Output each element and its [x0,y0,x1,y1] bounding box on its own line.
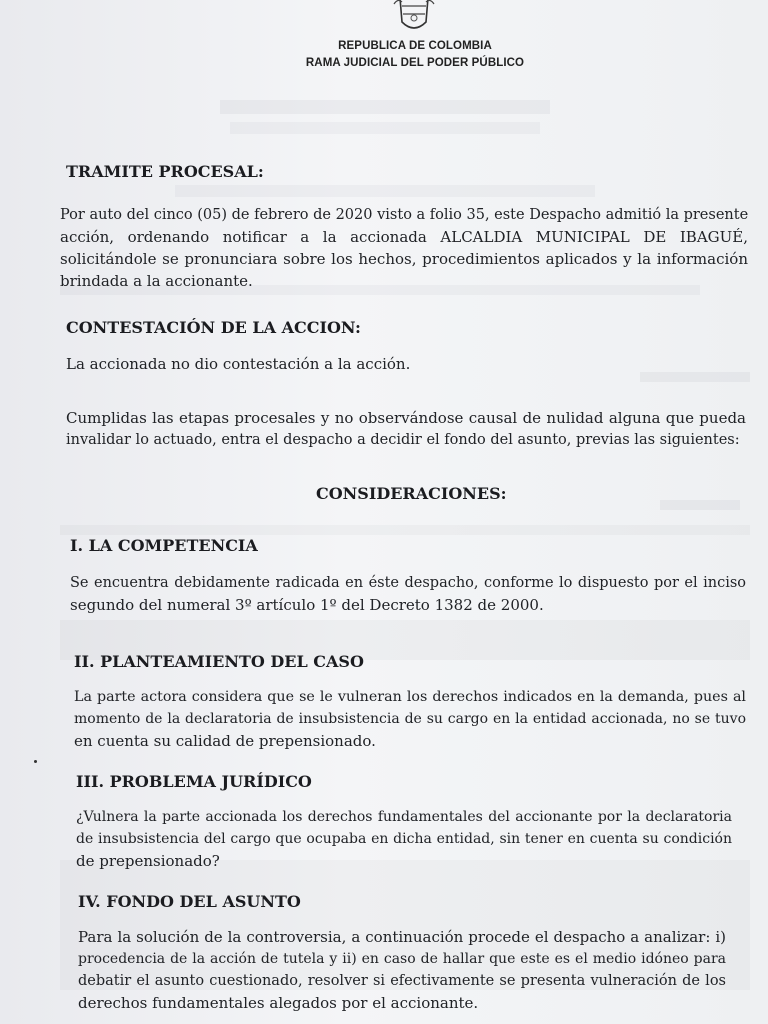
show-through-mark [60,525,750,535]
text-line: La parte actora considera que se le vulneran los derechos indicados en la demanda, pues al [74,689,746,705]
text-line: Para la solución de la controversia, a continuación procede el despacho a analizar: i) [78,928,726,946]
paper-speck [34,760,37,763]
section-title-problema: III. PROBLEMA JURÍDICO [76,772,312,791]
header-republica: REPUBLICA DE COLOMBIA [338,40,492,52]
show-through-mark [175,185,595,197]
paragraph-problema [76,806,732,872]
text-line: en cuenta su calidad de prepensionado. [74,732,376,750]
colombia-coat-of-arms-icon [390,0,438,36]
paragraph-cumplidas [66,407,746,451]
text-line: acción, ordenando notificar a la accionada ALCALDIA MUNICIPAL DE IBAGUÉ, [60,228,748,246]
section-title-consideraciones: CONSIDERACIONES: [316,484,507,503]
paragraph-planteamiento [74,686,746,752]
paragraph-fondo [78,926,726,1014]
text-line: debatir el asunto cuestionado, resolver si efectivamente se presenta vulneración de los [78,973,726,989]
section-title-planteamiento: II. PLANTEAMIENTO DEL CASO [74,652,364,671]
show-through-mark [230,122,540,134]
text-line: de insubsistencia del cargo que ocupaba en dicha entidad, sin tener en cuenta su condición [76,831,732,847]
section-title-competencia: I. LA COMPETENCIA [70,536,258,555]
text-line: Se encuentra debidamente radicada en éste despacho, conforme lo dispuesto por el inciso [70,575,746,591]
text-line: momento de la declaratoria de insubsistencia de su cargo en la entidad accionada, no se tuvo [74,711,746,727]
paragraph-competencia [70,572,746,616]
text-line: ¿Vulnera la parte accionada los derechos fundamentales del accionante por la declaratoria [76,809,732,825]
show-through-mark [220,100,550,114]
header-rama-judicial: RAMA JUDICIAL DEL PODER PÚBLICO [305,57,525,69]
show-through-mark [640,372,750,382]
paragraph-contestacion [66,353,566,375]
section-title-fondo: IV. FONDO DEL ASUNTO [78,892,301,911]
paragraph-tramite [60,204,748,292]
text-line: invalidar lo actuado, entra el despacho a decidir el fondo del asunto, previas las siguientes: [66,432,740,448]
text-line: Por auto del cinco (05) de febrero de 2020 visto a folio 35, este Despacho admitió la presente [60,207,749,223]
text-line: solicitándole se pronunciara sobre los hechos, procedimientos aplicados y la información [60,250,748,268]
text-line: segundo del numeral 3º artículo 1º del Decreto 1382 de 2000. [70,596,544,614]
text-line: brindada a la accionante. [60,272,253,290]
text-line: Cumplidas las etapas procesales y no observándose causal de nulidad alguna que pueda [66,409,746,427]
section-title-tramite: TRAMITE PROCESAL: [66,162,264,181]
text-line: procedencia de la acción de tutela y ii) en caso de hallar que este es el medio idóneo para [78,951,726,967]
text-line: derechos fundamentales alegados por el accionante. [78,994,479,1012]
text-line: La accionada no dio contestación a la acción. [66,355,411,373]
text-line: de prepensionado? [76,852,220,870]
show-through-mark [660,500,740,510]
section-title-contestacion: CONTESTACIÓN DE LA ACCION: [66,318,361,337]
